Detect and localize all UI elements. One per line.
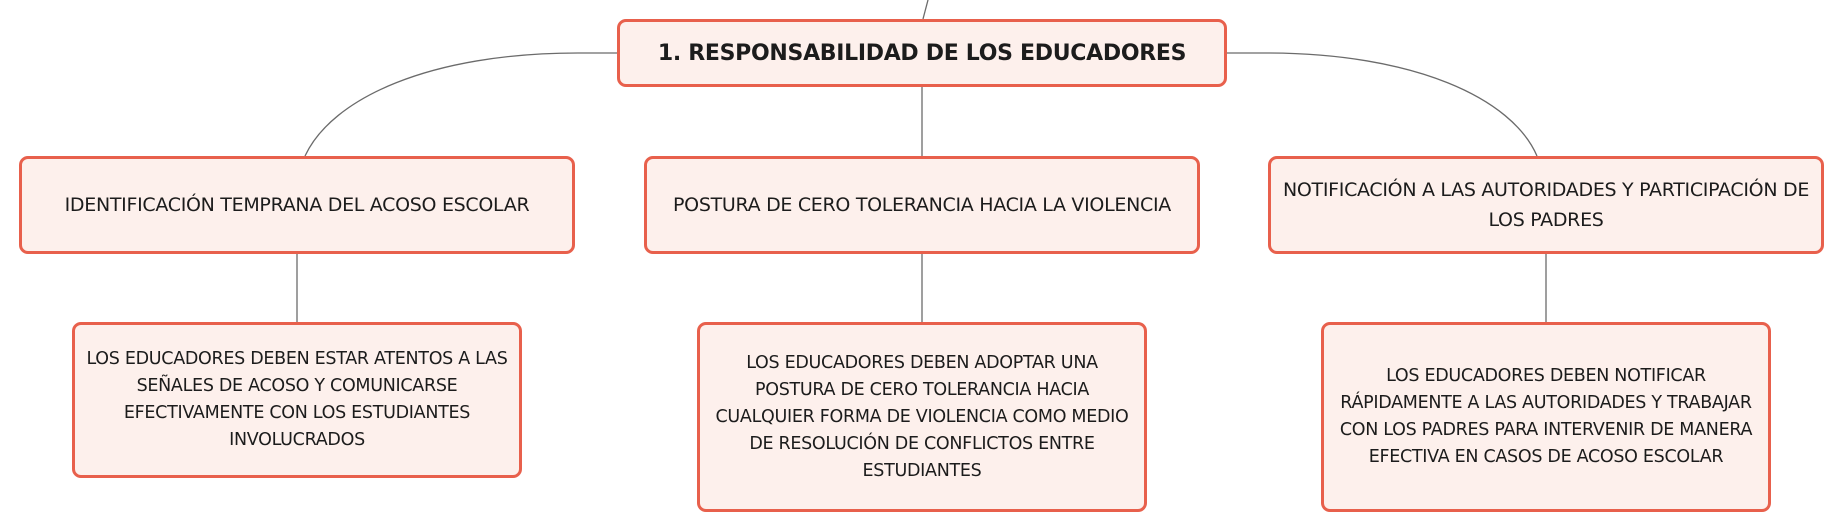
connector-root-to-topic-0 <box>305 53 617 156</box>
topic-node-notificacion[interactable] <box>1268 156 1824 254</box>
detail-node-identificacion[interactable] <box>72 322 522 478</box>
detail-node-text: LOS EDUCADORES DEBEN NOTIFICAR RÁPIDAMENTE A LAS AUTORIDADES Y TRABAJAR CON LOS PADRES PARA INTERVENIR DE MANERA EFECTIVA EN CASOS DE ACOSO ESCOLAR <box>1339 366 1753 467</box>
detail-node-notificacion[interactable] <box>1321 322 1771 512</box>
connector-parent-to-root <box>923 0 928 19</box>
detail-node-text: LOS EDUCADORES DEBEN ESTAR ATENTOS A LAS SEÑALES DE ACOSO Y COMUNICARSE EFECTIVAMENTE CON LOS ESTUDIANTES INVOLUCRADOS <box>86 349 508 450</box>
topic-node-label: IDENTIFICACIÓN TEMPRANA DEL ACOSO ESCOLAR <box>64 194 530 216</box>
connector-root-to-topic-2 <box>1227 53 1537 156</box>
detail-node-cero-tolerancia[interactable] <box>697 322 1147 512</box>
root-node-label: 1. RESPONSABILIDAD DE LOS EDUCADORES <box>657 40 1187 66</box>
topic-node-cero-tolerancia[interactable] <box>644 156 1200 254</box>
topic-node-label: POSTURA DE CERO TOLERANCIA HACIA LA VIOLENCIA <box>673 194 1171 216</box>
detail-node-text: LOS EDUCADORES DEBEN ADOPTAR UNA POSTURA DE CERO TOLERANCIA HACIA CUALQUIER FORMA DE VIOLENCIA COMO MEDIO DE RESOLUCIÓN DE CONFLICTOS ENTRE ESTUDIANTES <box>715 352 1129 481</box>
topic-node-identificacion[interactable] <box>19 156 575 254</box>
root-node[interactable] <box>617 19 1227 87</box>
topic-node-label: NOTIFICACIÓN A LAS AUTORIDADES Y PARTICIPACIÓN DE LOS PADRES <box>1282 179 1810 231</box>
